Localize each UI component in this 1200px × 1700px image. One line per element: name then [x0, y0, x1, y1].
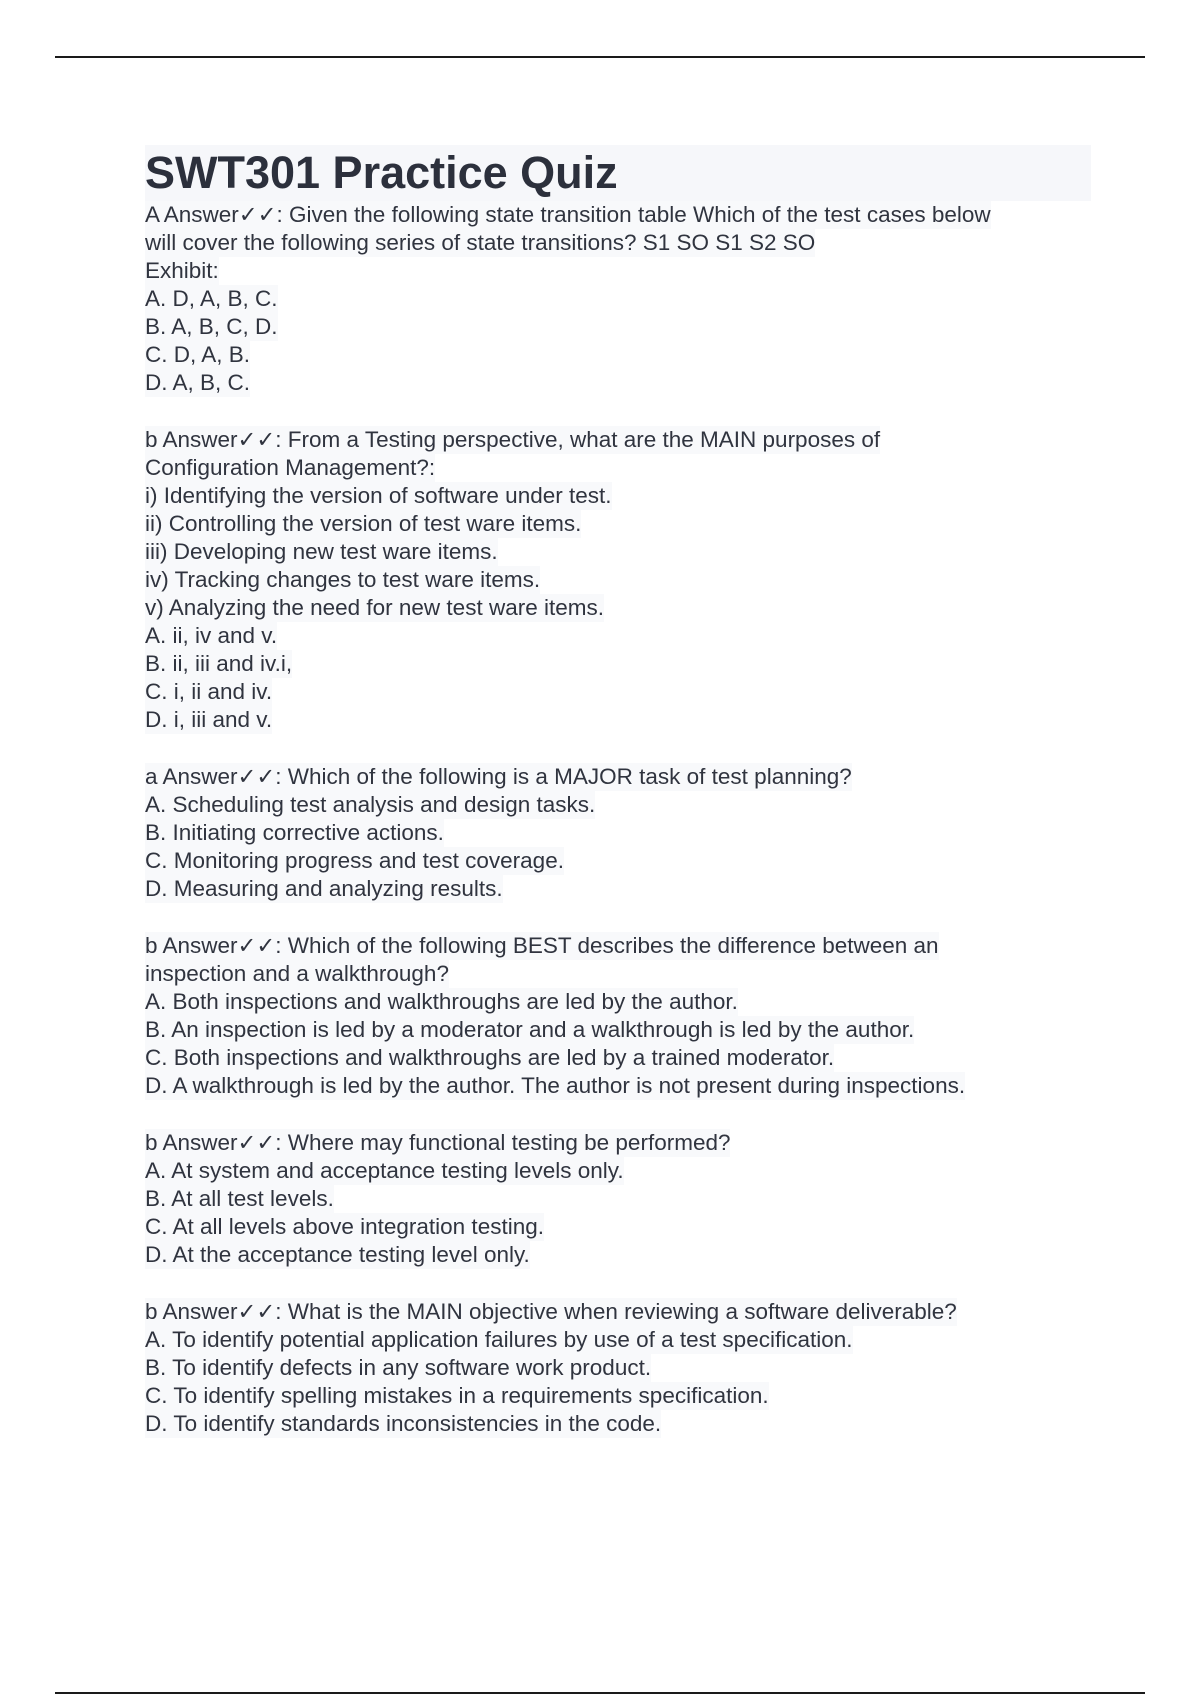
question-stem: b Answer✓✓: From a Testing perspective, what are the MAIN purposes of: [145, 427, 881, 452]
question-line: C. Monitoring progress and test coverage.: [145, 848, 564, 873]
question-line: B. ii, iii and iv.i,: [145, 651, 293, 676]
question-line: Exhibit:: [145, 258, 219, 283]
question-stem: a Answer✓✓: Which of the following is a MAJOR task of test planning?: [145, 764, 852, 789]
question-stem: b Answer✓✓: Which of the following BEST describes the difference between an: [145, 933, 939, 958]
footer-rule: [55, 1692, 1145, 1694]
question-line: C. i, ii and iv.: [145, 679, 273, 704]
document-body: [145, 145, 1095, 1438]
question-line: B. An inspection is led by a moderator and a walkthrough is led by the author.: [145, 1017, 915, 1042]
question-line: Configuration Management?:: [145, 455, 436, 480]
question-block: [145, 763, 1095, 903]
question-line: i) Identifying the version of software under test.: [145, 483, 612, 508]
question-line: v) Analyzing the need for new test ware items.: [145, 595, 604, 620]
question-stem: b Answer✓✓: Where may functional testing be performed?: [145, 1130, 731, 1155]
question-line: will cover the following series of state transitions? S1 SO S1 S2 SO: [145, 230, 816, 255]
question-line: inspection and a walkthrough?: [145, 961, 449, 986]
question-line: A. Scheduling test analysis and design tasks.: [145, 792, 596, 817]
question-line: C. At all levels above integration testing.: [145, 1214, 544, 1239]
question-block: [145, 932, 1095, 1100]
question-line: A. Both inspections and walkthroughs are led by the author.: [145, 989, 738, 1014]
question-line: B. To identify defects in any software work product.: [145, 1355, 652, 1380]
question-line: ii) Controlling the version of test ware items.: [145, 511, 582, 536]
question-line: C. D, A, B.: [145, 342, 251, 367]
question-line: D. A, B, C.: [145, 370, 251, 395]
question-stem: b Answer✓✓: What is the MAIN objective when reviewing a software deliverable?: [145, 1299, 957, 1324]
question-line: D. A walkthrough is led by the author. The author is not present during inspections.: [145, 1073, 966, 1098]
question-line: A. ii, iv and v.: [145, 623, 278, 648]
question-line: B. A, B, C, D.: [145, 314, 278, 339]
question-line: C. To identify spelling mistakes in a requirements specification.: [145, 1383, 769, 1408]
question-line: D. Measuring and analyzing results.: [145, 876, 503, 901]
question-block: [145, 1129, 1095, 1269]
question-block: [145, 1298, 1095, 1438]
question-line: D. To identify standards inconsistencies in the code.: [145, 1411, 662, 1436]
question-line: A. At system and acceptance testing levels only.: [145, 1158, 624, 1183]
question-block: [145, 426, 1095, 734]
question-line: iv) Tracking changes to test ware items.: [145, 567, 541, 592]
question-line: A. D, A, B, C.: [145, 286, 278, 311]
header-rule: [55, 56, 1145, 58]
question-stem: A Answer✓✓: Given the following state transition table Which of the test cases below: [145, 202, 991, 227]
question-block: [145, 201, 1095, 397]
page-title: SWT301 Practice Quiz: [145, 145, 1091, 201]
question-line: iii) Developing new test ware items.: [145, 539, 498, 564]
question-line: B. At all test levels.: [145, 1186, 334, 1211]
question-line: A. To identify potential application failures by use of a test specification.: [145, 1327, 853, 1352]
question-line: D. At the acceptance testing level only.: [145, 1242, 530, 1267]
question-line: B. Initiating corrective actions.: [145, 820, 444, 845]
question-list: [145, 201, 1095, 1438]
question-line: D. i, iii and v.: [145, 707, 273, 732]
question-line: C. Both inspections and walkthroughs are led by a trained moderator.: [145, 1045, 835, 1070]
